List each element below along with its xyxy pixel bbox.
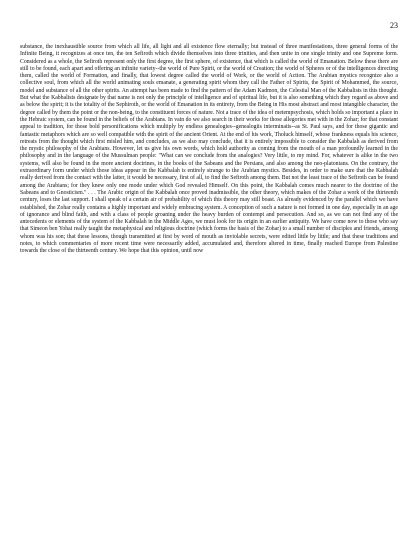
page-number: 23 [390, 21, 398, 30]
body-paragraph: substance, the inexhaustible source from which all life, all light and all existence flow eternally; but instead of three manifestations, three general forms of the Infinite Being, it recognizes at once ten, the ten Sefiroth which divide themselves into three trinities, and then unite in one single trinity and one Supreme form. Considered as a whole, the Sefiroth represent only the first degree, the first sphere, of existence, that which is called the world of Emanation. Below these there are still to be found, each apart and offering an infinite variety--the world of Pure Spirit, or the world of Creation; the world of Spheres or of the intelligences directing them, called the world of Formation, and finally, that lowest degree called the world of Work, or the world of Action. The Arabian mystics recognize also a collective soul, from which all the world animating souls emanate, a generating spirit whom they call the Father of Spirits, the Spirit of Mohammed, the source, model and substance of all the other spirits. An attempt has been made to find the pattern of the Adam Kadmon, the Celestial Man of the Kabbalists in this thought. But what the Kabbalists designate by that name is not only the principle of intelligence and of spiritual life, but it is also something which they regard as above and as below the spirit; it is the totality of the Sephiroth, or the world of Emanation in its entirety, from the Being in His most abstract and most intangible character, the degree called by them the point or the non-being, to the constituent forces of nature. Not a trace of the idea of metempsychosis, which holds so important a place in the Hebraic system, can be found in the beliefs of the Arabians. In vain do we also search in their works for those allegories met with in the Zohar; for that constant appeal to tradition, for those bold personifications which multiply by endless genealogies--genealogiis interminatis--as St. Paul says, and for those gigantic and fantastic metaphors which are so well compatible with the spirit of the ancient Orient. At the end of his work, Tholuck himself, whose frankness equals his science, retreats from the thought which first misled him, and concludes, as we also may conclude, that it is entirely impossible to consider the Kabbalah as derived from the mystic philosophy of the Arabians. However, let us give his own words, which hold authority as coming from the mouth of a man profoundly learned in the philosophy and in the language of the Mussulman people: "What can we conclude from the analogies? Very little, to my mind. For, whatever is alike in the two systems, will also be found in the more ancient doctrines, in the books of the Sabeans and the Persians, and also among the neo-platonians. On the contrary, the extraordinary form under which those ideas appear in the Kabbalah is entirely strange to the Arabian mystics. Besides, in order to make sure that the Kabbalah really derived from the contact with the latter, it would be necessary, first of all, to find the Sefiroth among them. But not the least trace of the Sefiroth can be found among the Arabians; for they knew only one mode under which God revealed Himself. On this point, the Kabbalah comes much nearer to the doctrine of the Sabeans and to Gnosticism." . . . The Arabic origin of the Kabbalah once proved inadmissible, the other theory, which makes of the Zohar a work of the thirteenth century, loses the last support. I shall speak of a certain air of probability of which this theory may still boast. As already evidenced by the parallel which we have established, the Zohar really contains a highly important and widely embracing system. A conception of such a nature is not formed in one day, especially in an age of ignorance and blind faith, and with a class of people groaning under the heavy burden of contempt and persecution. And so, as we can not find any of the antecedents or elements of the system of the Kabbalah in the Middle Ages, we must look for its origin in an earlier antiquity. We have come now to those who say that Simeon ben Yohai really taught the metaphysical and religious doctrine (which forms the basis of the Zohar) to a small number of disciples and friends, among whom was his son; that these lessons, though transmitted at first by word of mouth as inviolable secrets, were edited little by little; and that these traditions and notes, to which commentaries of more recent time were necessarily added, accumulated and, therefore altered in time, finally reached Europe from Palestine towards the close of the thirteenth century. We hope that this opinion, until now [20, 44, 398, 255]
